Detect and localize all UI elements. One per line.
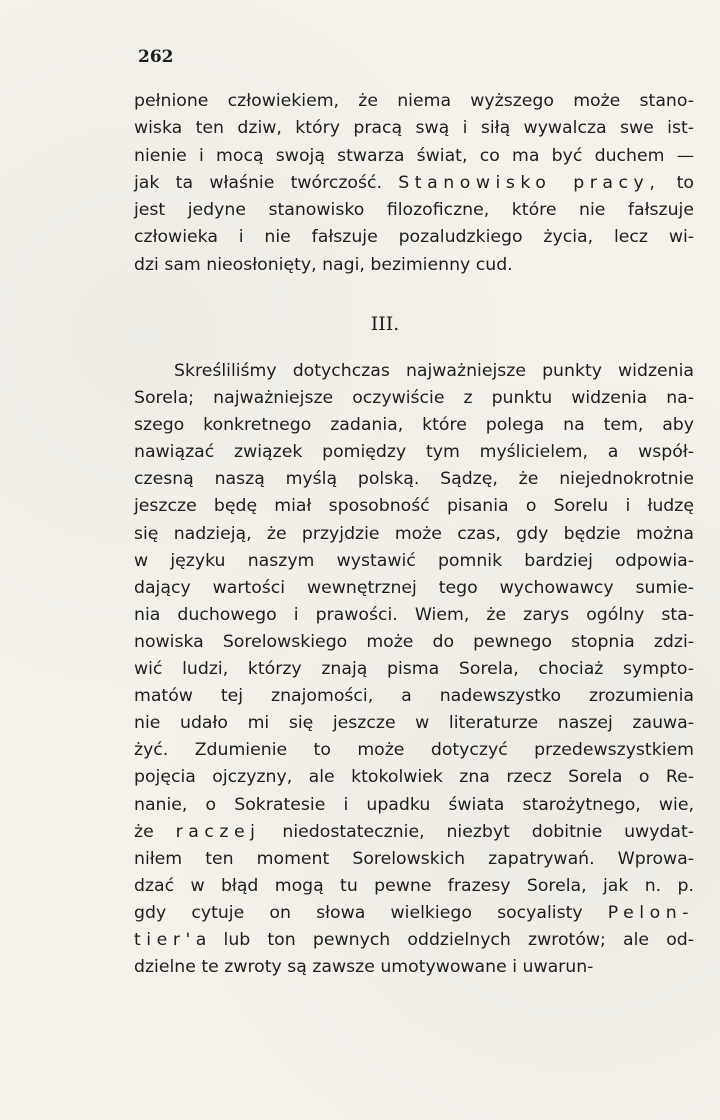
section-heading: III. bbox=[370, 313, 400, 335]
text-line: wiska ten dziw, który pracą swą i siłą wywalcza swe ist- bbox=[134, 118, 694, 139]
text-line bbox=[134, 900, 694, 927]
text-line: jeszcze będę miał sposobność pisania o Sorelu i łudzę bbox=[134, 496, 694, 517]
text-line: w języku naszym wystawić pomnik bardziej odpowia- bbox=[134, 550, 694, 571]
text-line: niłem ten moment Sorelowskich zapatrywań. Wprowa- bbox=[134, 848, 694, 869]
text-line: nawiązać związek pomiędzy tym myślicielem, a współ- bbox=[134, 442, 694, 463]
spaced-emphasis: Stanowisko pracy, bbox=[398, 172, 661, 193]
text-line: nanie, o Sokratesie i upadku świata starożytnego, wie, bbox=[134, 794, 694, 815]
text-line-head: gdy cytuje on słowa wielkiego socyalisty bbox=[134, 902, 583, 923]
text-line: nia duchowego i prawości. Wiem, że zarys ogólny sta- bbox=[134, 604, 694, 625]
paragraph-1 bbox=[134, 88, 694, 279]
text-line: jest jedyne stanowisko filozoficzne, które nie fałszuje bbox=[134, 200, 694, 221]
text-line bbox=[134, 927, 694, 954]
text-line: dający wartości wewnętrznej tego wychowawcy sumie- bbox=[134, 577, 694, 598]
text-line: pełnione człowiekiem, że niema wyższego może stano- bbox=[134, 91, 694, 111]
text-line: Sorela; najważniejsze oczywiście z punktu widzenia na- bbox=[134, 388, 694, 409]
text-line: nie udało mi się jeszcze w literaturze naszej zauwa- bbox=[134, 713, 694, 734]
text-line bbox=[134, 819, 694, 846]
text-line-tail: niedostatecznie, niezbyt dobitnie uwydat- bbox=[282, 821, 694, 842]
text-line: żyć. Zdumienie to może dotyczyć przedewszystkiem bbox=[134, 740, 694, 761]
text-line bbox=[134, 170, 694, 197]
text-line: pojęcia ojczyzny, ale ktokolwiek zna rzecz Sorela o Re- bbox=[134, 767, 694, 788]
text-line-tail: to bbox=[676, 172, 694, 193]
page-number: 262 bbox=[138, 47, 174, 67]
text-line: wić ludzi, którzy znają pisma Sorela, chociaż sympto- bbox=[134, 659, 694, 680]
text-line: dzać w błąd mogą tu pewne frazesy Sorela, jak n. p. bbox=[134, 875, 694, 896]
text-line-head: że bbox=[134, 821, 154, 842]
text-line: dzielne te zwroty są zawsze umotywowane i uwarun- bbox=[134, 957, 594, 978]
text-line: nienie i mocą swoją stwarza świat, co ma być duchem — bbox=[134, 145, 694, 166]
text-line: Skreśliliśmy dotychczas najważniejsze punkty widzenia bbox=[174, 361, 694, 381]
text-line-head: jak ta właśnie twórczość. bbox=[134, 172, 382, 193]
paragraph-2 bbox=[134, 358, 694, 981]
text-line: się nadzieją, że przyjdzie może czas, gdy będzie można bbox=[134, 523, 694, 544]
spaced-emphasis: tier' bbox=[134, 929, 196, 950]
text-line: czesną naszą myślą polską. Sądzę, że niejednokrotnie bbox=[134, 469, 694, 490]
spaced-emphasis: raczej bbox=[175, 821, 261, 842]
text-line: nowiska Sorelowskiego może do pewnego stopnia zdzi- bbox=[134, 631, 694, 652]
text-line: człowieka i nie fałszuje pozaludzkiego życia, lecz wi- bbox=[134, 227, 694, 248]
spaced-emphasis: Pelon- bbox=[607, 902, 694, 923]
text-line: szego konkretnego zadania, które polega na tem, aby bbox=[134, 415, 694, 436]
text-line: matów tej znajomości, a nadewszystko zrozumienia bbox=[134, 686, 694, 707]
text-line-tail: a lub ton pewnych oddzielnych zwrotów; ale od- bbox=[195, 929, 694, 950]
text-line: dzi sam nieosłonięty, nagi, bezimienny cud. bbox=[134, 254, 513, 275]
